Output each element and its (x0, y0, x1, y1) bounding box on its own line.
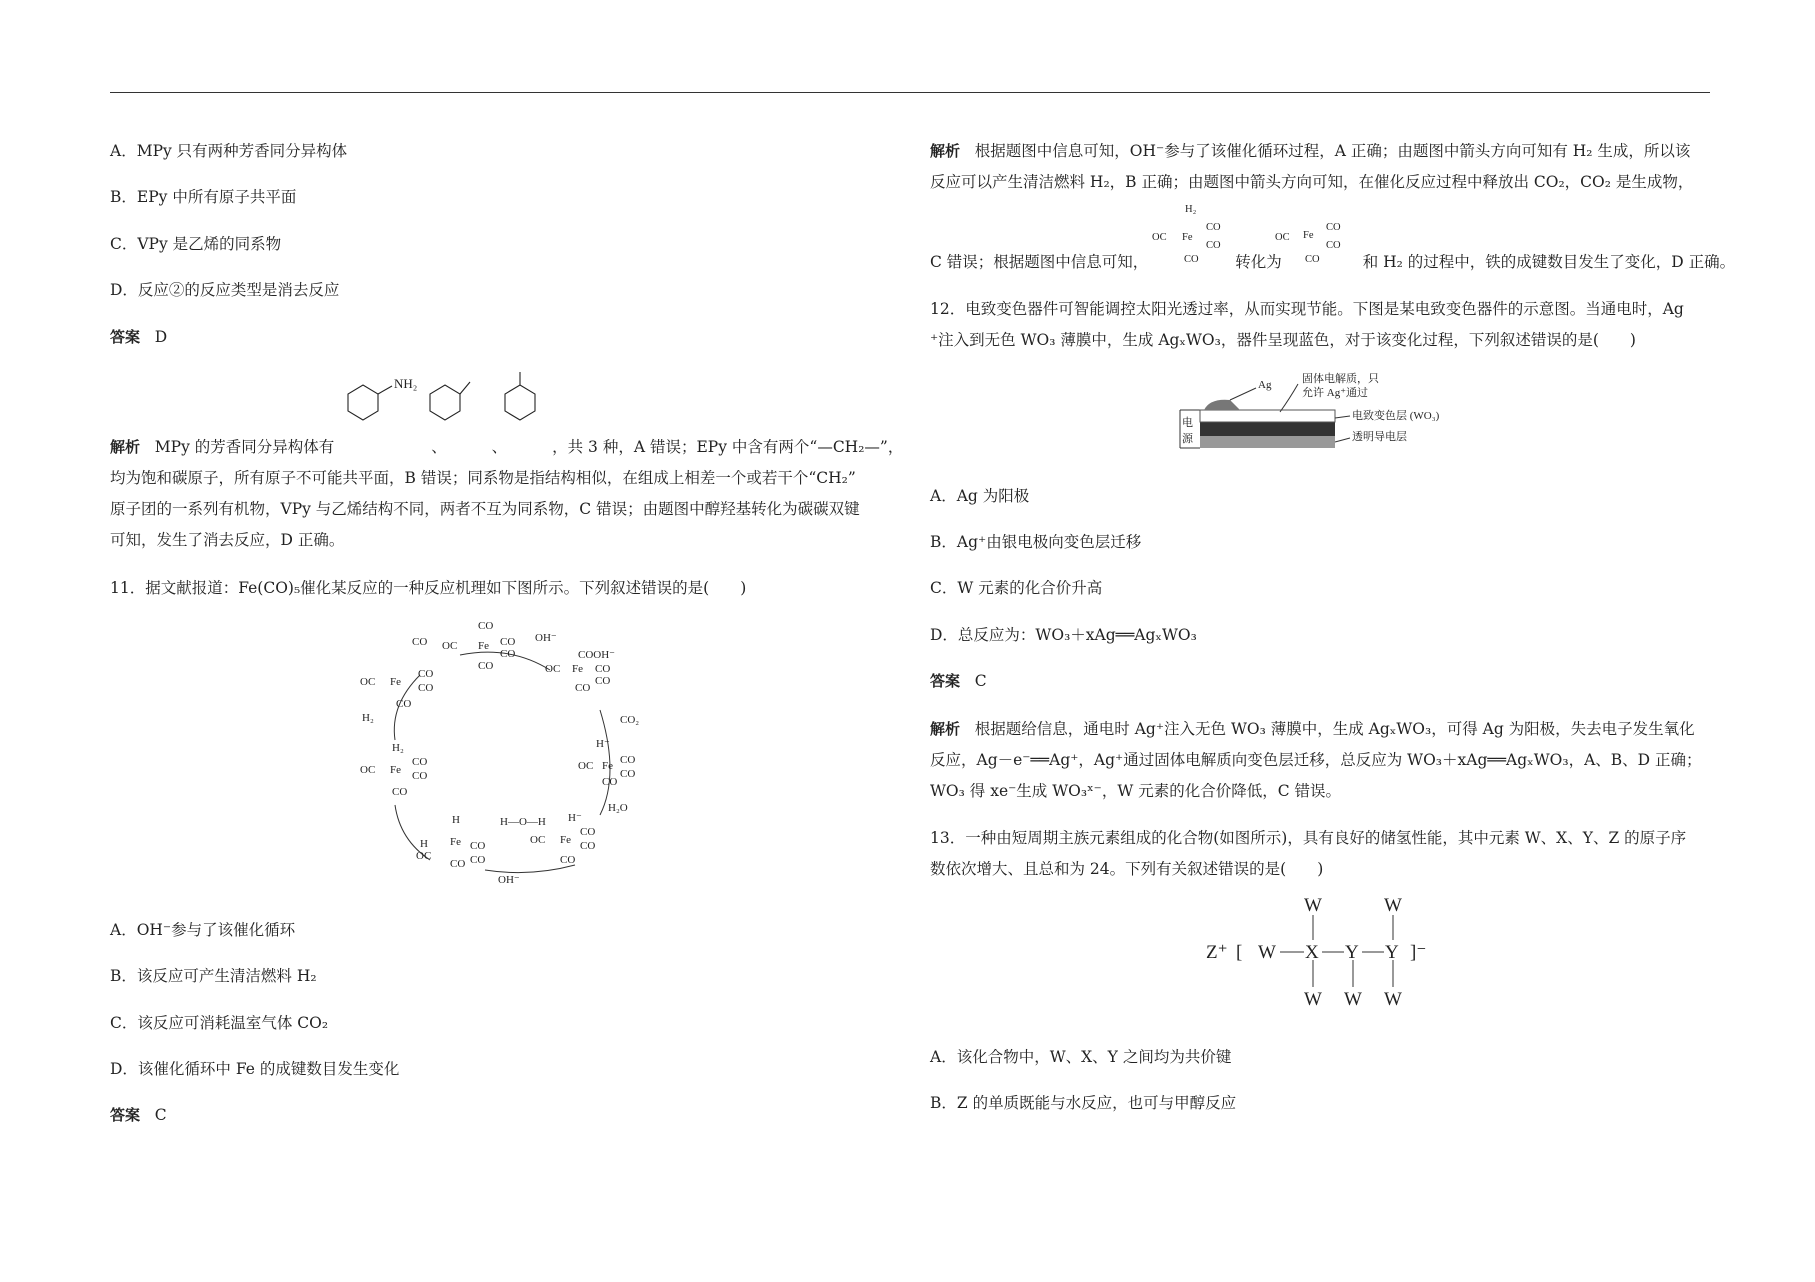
cycle-label: H₂ (392, 742, 404, 754)
electrochromic-layer (1200, 422, 1335, 436)
cycle-label: OC (360, 764, 376, 776)
cycle-label: Fe (390, 676, 401, 688)
y-atom: Y (1385, 942, 1399, 963)
q11-analysis-line2: 反应可以产生清洁燃料 H₂，B 正确；由题图中箭头方向可知，在催化反应过程中释放出 CO₂，CO₂ 是生成物， (930, 173, 1694, 191)
q11-answer (110, 1104, 167, 1125)
electrolyte-label: 允许 Ag⁺通过 (1302, 387, 1368, 399)
cycle-label: CO (500, 636, 516, 648)
q12-stem-line2: ⁺注入到无色 WO₃ 薄膜中，生成 AgₓWO₃，器件呈现蓝色，对于该变化过程，下列叙述错误的是( ) (930, 331, 1636, 349)
right-bracket: ]⁻ (1410, 942, 1427, 963)
electrolyte-label: 固体电解质，只 (1302, 373, 1379, 385)
answer-value: D (154, 328, 168, 346)
cycle-label: H⁻ (568, 812, 582, 824)
q11-analysis-line1 (930, 139, 1690, 161)
inline-label: Fe (1182, 232, 1193, 243)
q12-analysis-line2: 反应，Ag－e⁻══Ag⁺，Ag⁺通过固体电解质向变色层迁移，总反应为 WO₃＋xAg══AgₓWO₃，A、B、D 正确； (930, 751, 1702, 769)
analysis-label: 解析 (110, 438, 141, 456)
analysis-text: 转化为 (1235, 253, 1282, 271)
cycle-label: OC (416, 850, 432, 862)
inline-label: OC (1152, 232, 1167, 243)
q12-option-b: B．Ag⁺由银电极向变色层迁移 (930, 533, 1142, 551)
q13-stem-line1: 13．一种由短周期主族元素组成的化合物(如图所示)，具有良好的储氢性能，其中元素 W、X、Y、Z 的原子序 (930, 829, 1687, 847)
cycle-label: Fe (450, 836, 461, 848)
cycle-label: Fe (560, 834, 571, 846)
analysis-text: ，共 3 种，A 错误；EPy 中含有两个“—CH₂—”， (552, 438, 904, 456)
cycle-label: CO (595, 663, 611, 675)
y-atom: Y (1345, 942, 1359, 963)
cycle-label: OC (578, 760, 594, 772)
q10-analysis-line1 (110, 435, 903, 457)
q11-option-c: C．该反应可消耗温室气体 CO₂ (110, 1014, 329, 1032)
cycle-label: CO (478, 660, 494, 672)
cycle-label: H (420, 838, 428, 850)
compound-structure-figure (1200, 895, 1460, 1015)
cycle-label: H₂ (362, 712, 374, 724)
pyridine-ring-2 (505, 385, 535, 420)
ag-label: Ag (1258, 379, 1272, 391)
q10-option-b: B．EPy 中所有原子共平面 (110, 188, 297, 206)
silver-electrode (1204, 400, 1240, 410)
cycle-label: CO (418, 668, 434, 680)
cycle-label: CO (478, 620, 494, 632)
cycle-label: CO (580, 840, 596, 852)
inline-label: CO (1184, 254, 1199, 265)
cycle-label: CO (575, 682, 591, 694)
analysis-text: 根据题给信息，通电时 Ag⁺注入无色 WO₃ 薄膜中，生成 AgₓWO₃，可得 Ag 为阳极，失去电子发生氧化 (974, 720, 1695, 738)
inline-label: CO (1326, 240, 1341, 251)
cycle-label: CO₂ (620, 714, 640, 726)
q11-analysis-line3 (930, 250, 1735, 272)
q11-option-b: B．该反应可产生清洁燃料 H₂ (110, 967, 317, 985)
electrolyte-layer (1200, 410, 1335, 422)
wo3-layer-label: 电致变色层 (WO₃) (1352, 410, 1440, 422)
q12-stem-line1: 12．电致变色器件可智能调控太阳光透过率，从而实现节能。下图是某电致变色器件的示意图。当通电时，Ag (930, 300, 1684, 318)
cycle-label: CO (418, 682, 434, 694)
amine-group: NH₂ (394, 376, 418, 391)
pyridine-ring-1 (430, 385, 460, 420)
cycle-label: OC (530, 834, 546, 846)
power-label: 电 (1182, 417, 1193, 429)
analysis-text: C 错误；根据题图中信息可知， (930, 253, 1149, 271)
separator: 、 (491, 438, 508, 456)
w-atom: W (1304, 895, 1322, 916)
separator: 、 (431, 438, 447, 456)
cycle-label: CO (560, 854, 576, 866)
answer-label: 答案 (930, 672, 961, 690)
cycle-label: Fe (572, 663, 583, 675)
cycle-label: Fe (478, 640, 489, 652)
q10-analysis-line4: 可知，发生了消去反应，D 正确。 (110, 531, 345, 549)
cycle-label: OC (442, 640, 458, 652)
inline-label: CO (1326, 222, 1341, 233)
q12-option-c: C．W 元素的化合价升高 (930, 579, 1103, 597)
answer-value: C (974, 672, 987, 690)
x-atom: X (1305, 942, 1319, 963)
cycle-label: CO (620, 754, 636, 766)
cycle-label: CO (620, 768, 636, 780)
w-atom: W (1384, 895, 1402, 916)
cycle-label: CO (580, 826, 596, 838)
conductive-layer-label: 透明导电层 (1352, 431, 1407, 443)
cycle-label: OC (545, 663, 561, 675)
q12-option-d: D．总反应为：WO₃＋xAg══AgₓWO₃ (930, 626, 1197, 644)
q12-analysis-line1 (930, 717, 1695, 739)
power-label: 源 (1182, 433, 1193, 445)
analysis-text: 根据题图中信息可知，OH⁻参与了该催化循环过程，A 正确；由题图中箭头方向可知有 H₂ 生成，所以该 (974, 142, 1691, 160)
answer-label: 答案 (110, 1106, 141, 1124)
analysis-text: 和 H₂ 的过程中，铁的成键数目发生了变化，D 正确。 (1362, 253, 1736, 271)
cycle-label: CO (450, 858, 466, 870)
answer-label: 答案 (110, 328, 141, 346)
cycle-label: COOH⁻ (578, 649, 615, 661)
q13-option-a: A．该化合物中，W、X、Y 之间均为共价键 (930, 1048, 1232, 1066)
q13-stem-line2: 数依次增大、且总和为 24。下列有关叙述错误的是( ) (930, 860, 1324, 878)
cycle-label: CO (412, 636, 428, 648)
cycle-label: Fe (602, 760, 613, 772)
inline-label: Fe (1303, 230, 1314, 241)
cycle-label: CO (412, 770, 428, 782)
inline-label: CO (1206, 222, 1221, 233)
q12-answer (930, 670, 987, 691)
inline-label: CO (1206, 240, 1221, 251)
analysis-label: 解析 (930, 720, 961, 738)
cycle-label: CO (396, 698, 412, 710)
cycle-label: CO (412, 756, 428, 768)
electrochromic-device-figure (1170, 370, 1490, 460)
inline-label: OC (1275, 232, 1290, 243)
benzene-ring (348, 385, 378, 420)
q10-option-c: C．VPy 是乙烯的同系物 (110, 235, 282, 253)
inline-label: CO (1305, 254, 1320, 265)
inline-label: H₂ (1185, 204, 1197, 215)
q13-option-b: B．Z 的单质既能与水反应，也可与甲醇反应 (930, 1094, 1237, 1112)
cycle-label: CO (500, 648, 516, 660)
cycle-label: CO (470, 840, 486, 852)
analysis-text: MPy 的芳香同分异构体有 (154, 438, 335, 456)
q11-stem: 11．据文献报道：Fe(CO)₅催化某反应的一种反应机理如下图所示。下列叙述错误的是( ) (110, 579, 747, 597)
q10-option-a: A．MPy 只有两种芳香同分异构体 (110, 142, 348, 160)
cycle-label: H—O—H (500, 816, 546, 828)
q10-analysis-line2: 均为饱和碳原子，所有原子不可能共平面，B 错误；同系物是指结构相似，在组成上相差一个或若干个“CH₂” (110, 469, 856, 487)
cycle-label: OC (360, 676, 376, 688)
w-atom: W (1344, 989, 1362, 1010)
cycle-label: CO (470, 854, 486, 866)
header-rule (110, 92, 1710, 93)
left-bracket: [ (1236, 942, 1243, 963)
analysis-label: 解析 (930, 142, 961, 160)
w-atom: W (1304, 989, 1322, 1010)
cycle-label: CO (392, 786, 408, 798)
cycle-label: CO (602, 776, 618, 788)
w-atom: W (1384, 989, 1402, 1010)
q10-analysis-line3: 原子团的一系列有机物，VPy 与乙烯结构不同，两者不互为同系物，C 错误；由题图中醇羟基转化为碳碳双键 (110, 500, 860, 518)
q12-option-a: A．Ag 为阳极 (930, 487, 1030, 505)
answer-value: C (154, 1106, 167, 1124)
z-cation: Z⁺ (1206, 942, 1228, 963)
conductive-layer (1200, 436, 1335, 448)
cycle-label: OH⁻ (498, 874, 520, 886)
w-atom: W (1258, 942, 1276, 963)
cycle-label: Fe (390, 764, 401, 776)
cycle-label: H (452, 814, 460, 826)
q11-option-d: D．该催化循环中 Fe 的成键数目发生变化 (110, 1060, 400, 1078)
cycle-label: H₂O (608, 802, 628, 814)
q10-option-d: D．反应②的反应类型是消去反应 (110, 281, 340, 299)
cycle-label: OH⁻ (535, 632, 557, 644)
catalytic-cycle-diagram (350, 615, 660, 895)
cycle-label: CO (595, 675, 611, 687)
cycle-label: H⁻ (596, 738, 610, 750)
q12-analysis-line3: WO₃ 得 xe⁻生成 WO₃ˣ⁻，W 元素的化合价降低，C 错误。 (930, 782, 1341, 800)
q11-option-a: A．OH⁻参与了该催化循环 (110, 921, 296, 939)
q10-answer (110, 326, 167, 347)
